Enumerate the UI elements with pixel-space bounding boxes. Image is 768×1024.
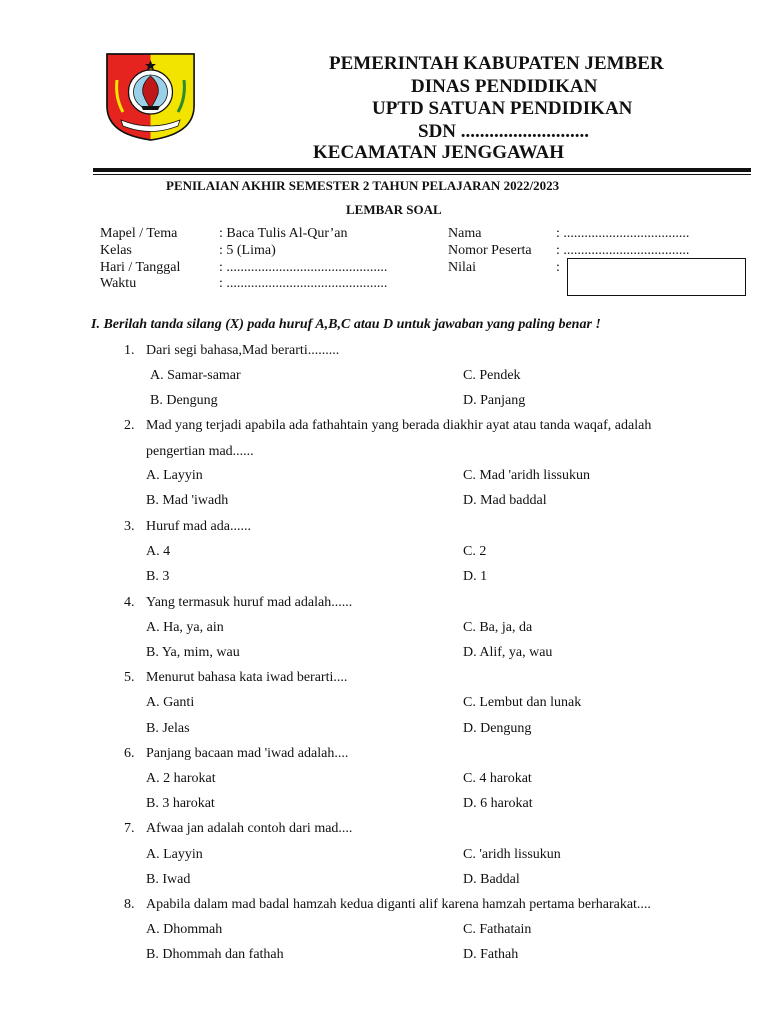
sheet-title: LEMBAR SOAL bbox=[346, 202, 442, 217]
option-a: A. Ganti bbox=[146, 695, 195, 710]
option-c: C. Mad 'aridh lissukun bbox=[463, 468, 590, 483]
info-nilai-label: Nilai bbox=[448, 260, 476, 275]
info-waktu-label: Waktu bbox=[100, 276, 137, 291]
info-kelas-value: : 5 (Lima) bbox=[219, 243, 276, 258]
question-text: Panjang bacaan mad 'iwad adalah.... bbox=[146, 746, 349, 761]
option-c: C. 'aridh lissukun bbox=[463, 847, 561, 862]
question-number: 8. bbox=[124, 897, 135, 912]
question-number: 3. bbox=[124, 519, 135, 534]
header-government: PEMERINTAH KABUPATEN JEMBER bbox=[329, 53, 664, 74]
question-number: 2. bbox=[124, 418, 135, 433]
option-b: B. Mad 'iwadh bbox=[146, 493, 229, 508]
option-a: A. Ha, ya, ain bbox=[146, 620, 224, 635]
question-text: Afwaa jan adalah contoh dari mad.... bbox=[146, 821, 353, 836]
option-d: D. Fathah bbox=[463, 947, 519, 962]
header-department: DINAS PENDIDIKAN bbox=[411, 76, 598, 97]
option-c: C. Ba, ja, da bbox=[463, 620, 533, 635]
info-nama-label: Nama bbox=[448, 226, 482, 241]
question-number: 6. bbox=[124, 746, 135, 761]
info-kelas-label: Kelas bbox=[100, 243, 132, 258]
option-d: D. 6 harokat bbox=[463, 796, 533, 811]
header-school: SDN ........................... bbox=[418, 121, 590, 142]
option-a: A. 4 bbox=[146, 544, 171, 559]
option-b: B. Ya, mim, wau bbox=[146, 645, 240, 660]
option-c: C. Fathatain bbox=[463, 922, 532, 937]
option-a: A. Layyin bbox=[146, 468, 203, 483]
question-text: Yang termasuk huruf mad adalah...... bbox=[146, 595, 353, 610]
instruction: I. Berilah tanda silang (X) pada huruf A,B,C atau D untuk jawaban yang paling benar ! bbox=[91, 317, 601, 332]
option-b: B. Iwad bbox=[146, 872, 191, 887]
option-a: A. 2 harokat bbox=[146, 771, 216, 786]
option-b: B. 3 bbox=[146, 569, 170, 584]
option-b: B. Dhommah dan fathah bbox=[146, 947, 284, 962]
info-mapel-label: Mapel / Tema bbox=[100, 226, 178, 241]
score-box bbox=[567, 258, 746, 296]
info-hari-value: : .............................................. bbox=[219, 260, 388, 275]
option-a: A. Layyin bbox=[146, 847, 203, 862]
question-number: 5. bbox=[124, 670, 135, 685]
option-a: A. Samar-samar bbox=[150, 368, 241, 383]
question-text: Huruf mad ada...... bbox=[146, 519, 251, 534]
info-nama-value: : .................................... bbox=[556, 226, 690, 241]
info-waktu-value: : .............................................. bbox=[219, 276, 388, 291]
option-c: C. 2 bbox=[463, 544, 487, 559]
info-hari-label: Hari / Tanggal bbox=[100, 260, 181, 275]
option-a: A. Dhommah bbox=[146, 922, 223, 937]
info-nilai-value: : bbox=[556, 260, 560, 275]
option-b: B. 3 harokat bbox=[146, 796, 215, 811]
question-number: 1. bbox=[124, 343, 135, 358]
info-nomor-label: Nomor Peserta bbox=[448, 243, 532, 258]
jember-regency-emblem-icon bbox=[103, 50, 198, 142]
exam-title: PENILAIAN AKHIR SEMESTER 2 TAHUN PELAJARAN 2022/2023 bbox=[166, 178, 560, 193]
option-d: D. Mad baddal bbox=[463, 493, 547, 508]
question-text: Apabila dalam mad badal hamzah kedua diganti alif karena hamzah pertama berharakat.... bbox=[146, 897, 651, 912]
question-text: Mad yang terjadi apabila ada fathahtain yang berada diakhir ayat atau tanda waqaf, adalah bbox=[146, 418, 652, 433]
question-text-continued: pengertian mad...... bbox=[146, 444, 254, 459]
header-district: KECAMATAN JENGGAWAH bbox=[313, 142, 565, 163]
option-c: C. Pendek bbox=[463, 368, 521, 383]
option-d: D. Alif, ya, wau bbox=[463, 645, 553, 660]
option-d: D. 1 bbox=[463, 569, 488, 584]
option-b: B. Dengung bbox=[150, 393, 218, 408]
header-divider-thick bbox=[93, 168, 751, 172]
option-d: D. Panjang bbox=[463, 393, 526, 408]
header-unit: UPTD SATUAN PENDIDIKAN bbox=[372, 98, 633, 119]
option-c: C. 4 harokat bbox=[463, 771, 532, 786]
info-nomor-value: : .................................... bbox=[556, 243, 690, 258]
option-b: B. Jelas bbox=[146, 721, 190, 736]
question-text: Dari segi bahasa,Mad berarti......... bbox=[146, 343, 340, 358]
info-mapel-value: : Baca Tulis Al-Qur’an bbox=[219, 226, 348, 241]
option-c: C. Lembut dan lunak bbox=[463, 695, 582, 710]
question-number: 7. bbox=[124, 821, 135, 836]
header-divider-thin bbox=[93, 174, 751, 175]
question-text: Menurut bahasa kata iwad berarti.... bbox=[146, 670, 348, 685]
option-d: D. Baddal bbox=[463, 872, 520, 887]
option-d: D. Dengung bbox=[463, 721, 532, 736]
question-number: 4. bbox=[124, 595, 135, 610]
